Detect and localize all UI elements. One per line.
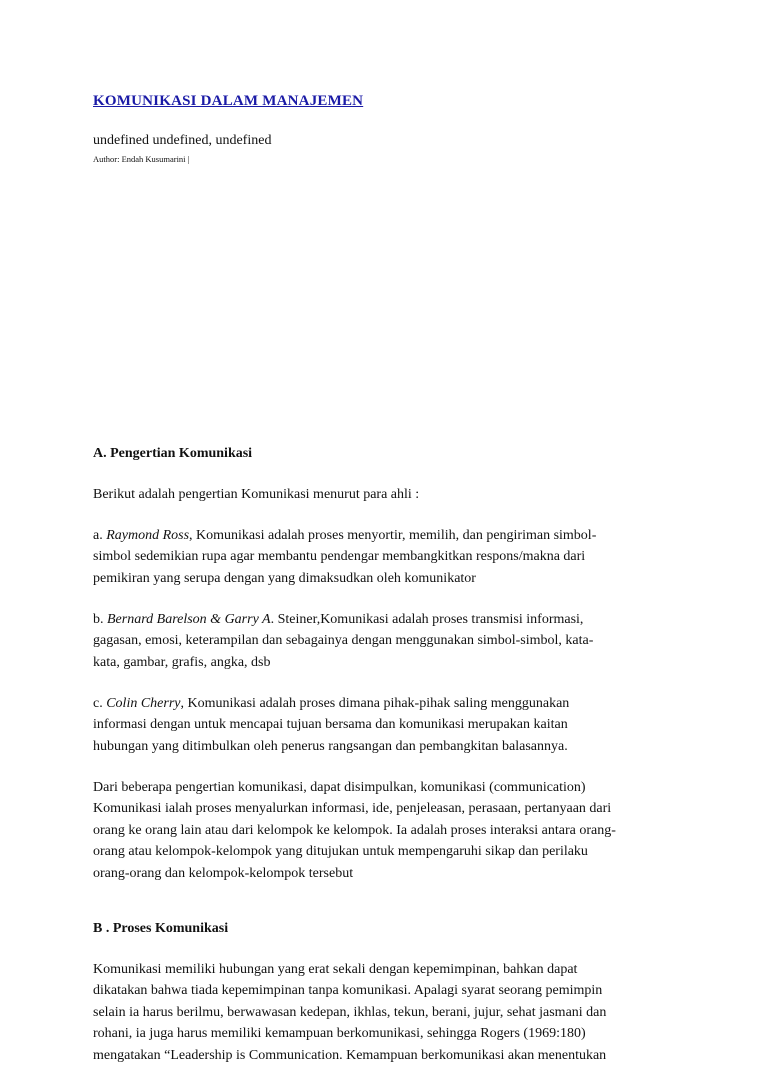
document-body	[93, 443, 673, 1066]
author-name: Raymond Ross	[106, 527, 190, 543]
author-name: Bernard Barelson & Garry A	[107, 611, 271, 627]
definition-line: hubungan yang ditimbulkan oleh penerus rangsangan dan pembangkitan balasannya.	[93, 738, 568, 754]
conclusion-paragraph	[93, 777, 673, 885]
section-b-heading: B . Proses Komunikasi	[93, 921, 229, 936]
paragraph-line: dikatakan bahwa tiada kepemimpinan tanpa komunikasi. Apalagi syarat seorang pemimpin	[93, 983, 603, 998]
definition-item-c	[93, 693, 673, 758]
document-title[interactable]: KOMUNIKASI DALAM MANAJEMEN	[93, 93, 364, 109]
definition-item-a	[93, 525, 673, 590]
definition-line: a. Raymond Ross, Komunikasi adalah proses menyortir, memilih, dan pengiriman simbol-	[93, 527, 597, 543]
paragraph-line: Komunikasi ialah proses menyalurkan informasi, ide, penjeleasan, perasaan, pertanyaan dari	[93, 801, 612, 816]
section-b-paragraph	[93, 959, 673, 1067]
paragraph-line: orang atau kelompok-kelompok yang ditujukan untuk mempengaruhi sikap dan perilaku	[93, 844, 588, 859]
author-line: Author: Endah Kusumarini |	[93, 154, 190, 164]
definition-line: informasi dengan untuk mencapai tujuan bersama dan komunikasi merupakan kaitan	[93, 717, 568, 732]
section-a-heading: A. Pengertian Komunikasi	[93, 446, 253, 461]
definition-line: simbol sedemikian rupa agar membantu pendengar membangkitkan respons/makna dari	[93, 549, 586, 564]
paragraph-line: orang-orang dan kelompok-kelompok tersebut	[93, 865, 354, 881]
definition-line: pemikiran yang serupa dengan yang dimaksudkan oleh komunikator	[93, 570, 476, 586]
definition-item-b	[93, 609, 673, 674]
section-a-intro: Berikut adalah pengertian Komunikasi menurut para ahli :	[93, 486, 420, 502]
definition-line: kata, gambar, grafis, angka, dsb	[93, 654, 271, 670]
definition-line: c. Colin Cherry, Komunikasi adalah proses dimana pihak-pihak saling menggunakan	[93, 695, 570, 711]
paragraph-line: Dari beberapa pengertian komunikasi, dapat disimpulkan, komunikasi (communication)	[93, 779, 586, 795]
paragraph-line: Komunikasi memiliki hubungan yang erat sekali dengan kepemimpinan, bahkan dapat	[93, 961, 578, 977]
document-subline: undefined undefined, undefined	[93, 133, 272, 148]
paragraph-line: selain ia harus berilmu, berwawasan kedepan, ikhlas, tekun, berani, jujur, sehat jasmani dan	[93, 1004, 607, 1020]
paragraph-line: mengatakan “Leadership is Communication. Kemampuan berkomunikasi akan menentukan	[93, 1047, 607, 1063]
paragraph-line: orang ke orang lain atau dari kelompok ke kelompok. Ia adalah proses interaksi antara orang-	[93, 822, 616, 838]
author-name: Colin Cherry	[106, 695, 181, 711]
paragraph-line: rohani, ia juga harus memiliki kemampuan berkomunikasi, sehingga Rogers (1969:180)	[93, 1026, 586, 1041]
definition-line: b. Bernard Barelson & Garry A. Steiner,Komunikasi adalah proses transmisi informasi,	[93, 611, 584, 627]
definition-line: gagasan, emosi, keterampilan dan sebagainya dengan menggunakan simbol-simbol, kata-	[93, 633, 594, 648]
